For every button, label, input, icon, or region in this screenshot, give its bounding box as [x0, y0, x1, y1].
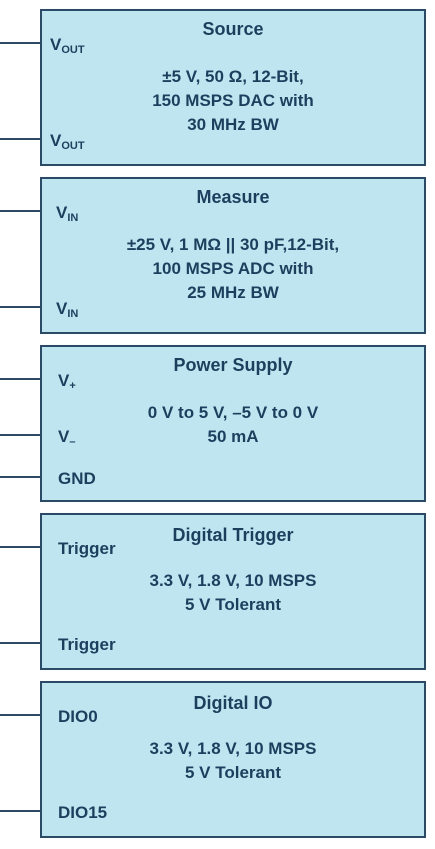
digital-io-spec: [42, 737, 424, 785]
spec-line: 5 V Tolerant: [184, 763, 282, 782]
spec-line: 30 MHz BW: [187, 115, 279, 134]
spec-line: 5 V Tolerant: [184, 595, 282, 614]
pin-main: Trigger: [58, 539, 116, 558]
trigger-pin-top: [58, 539, 116, 559]
digital-trigger-spec: [42, 569, 424, 617]
digital-trigger-block: [40, 513, 426, 670]
spec-line: 150 MSPS DAC with: [152, 91, 314, 110]
dio-wire-2: [0, 810, 40, 812]
spec-line: ±25 V, 1 MΩ || 30 pF,12-Bit,: [126, 235, 340, 254]
pin-main: V: [50, 131, 62, 150]
dio-wire-1: [0, 714, 40, 716]
measure-title: Measure: [196, 187, 270, 207]
pin-sub: IN: [67, 308, 79, 320]
digital-io-block: [40, 681, 426, 838]
pin-main: V: [56, 299, 68, 318]
source-pin-vout-bottom: [50, 131, 85, 152]
pin-sub: OUT: [61, 44, 85, 56]
power-pin-gnd: [58, 469, 96, 489]
spec-line: 3.3 V, 1.8 V, 10 MSPS: [149, 739, 317, 758]
trigger-pin-bottom: [58, 635, 116, 655]
spec-line: 0 V to 5 V, –5 V to 0 V: [147, 403, 319, 422]
dio-pin-15: [58, 803, 107, 823]
spec-line: ±5 V, 50 Ω, 12-Bit,: [162, 67, 304, 86]
power-pin-vplus: [58, 371, 76, 392]
pin-sub: IN: [67, 212, 79, 224]
source-pin-vout-top: [50, 35, 85, 56]
source-spec: [42, 65, 424, 137]
spec-line: 3.3 V, 1.8 V, 10 MSPS: [149, 571, 317, 590]
pin-main: Trigger: [58, 635, 116, 654]
source-block: [40, 9, 426, 166]
trigger-wire-2: [0, 642, 40, 644]
pin-sub: –: [69, 436, 76, 448]
power-wire-2: [0, 434, 40, 436]
pin-sub: +: [69, 380, 76, 392]
pin-main: DIO15: [58, 803, 108, 822]
pin-sub: OUT: [61, 140, 85, 152]
measure-pin-vin-bottom: [56, 299, 78, 320]
power-supply-spec: [42, 401, 424, 449]
power-supply-title: Power Supply: [173, 355, 293, 375]
spec-line: 100 MSPS ADC with: [152, 259, 314, 278]
measure-wire-1: [0, 210, 40, 212]
spec-line: 50 mA: [207, 427, 259, 446]
pin-main: GND: [58, 469, 96, 488]
digital-io-title: Digital IO: [193, 693, 273, 713]
power-wire-3: [0, 476, 40, 478]
pin-main: DIO0: [58, 707, 98, 726]
power-pin-vminus: [58, 427, 75, 448]
trigger-wire-1: [0, 546, 40, 548]
source-title: Source: [202, 19, 264, 39]
pin-main: V: [56, 203, 68, 222]
power-wire-1: [0, 378, 40, 380]
source-wire-1: [0, 42, 40, 44]
source-wire-2: [0, 138, 40, 140]
pin-main: V: [58, 371, 70, 390]
measure-pin-vin-top: [56, 203, 78, 224]
digital-trigger-title: Digital Trigger: [172, 525, 294, 545]
measure-block: [40, 177, 426, 334]
pin-main: V: [50, 35, 62, 54]
measure-wire-2: [0, 306, 40, 308]
dio-pin-0: [58, 707, 98, 727]
pin-main: V: [58, 427, 70, 446]
power-supply-block: [40, 345, 426, 502]
spec-line: 25 MHz BW: [187, 283, 279, 302]
measure-spec: [42, 233, 424, 305]
